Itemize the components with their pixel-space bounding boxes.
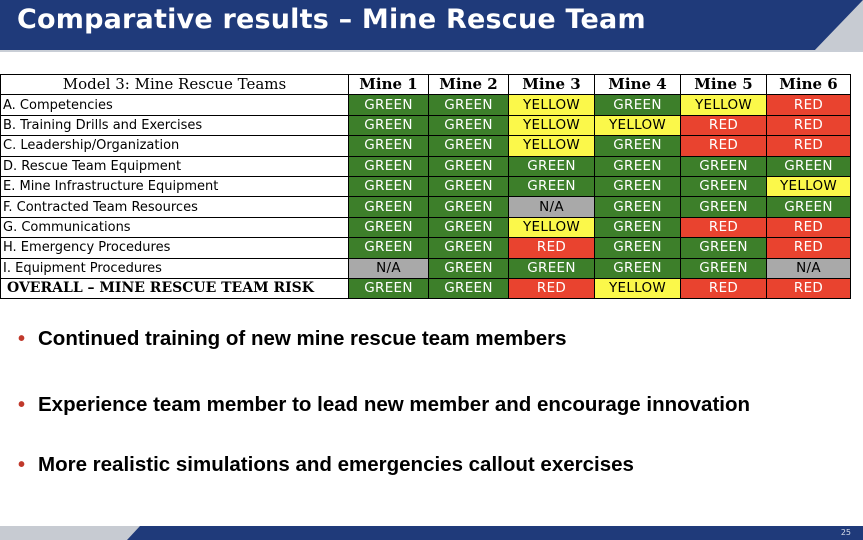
row-label: E. Mine Infrastructure Equipment [1,176,349,196]
status-cell: GREEN [681,197,767,217]
status-cell: GREEN [595,258,681,278]
status-cell: YELLOW [681,95,767,115]
table-row [1,136,851,156]
status-cell: GREEN [349,278,429,298]
table-header-row [1,75,851,95]
status-cell: RED [681,217,767,237]
slide-title: Comparative results – Mine Rescue Team [17,4,646,35]
status-cell: GREEN [349,115,429,135]
table-body [1,95,851,299]
column-header: Mine 5 [681,75,767,95]
bullet-dot-icon: • [18,454,26,476]
status-cell: RED [767,115,851,135]
status-cell: GREEN [429,95,509,115]
table-row [1,197,851,217]
row-label: F. Contracted Team Resources [1,197,349,217]
status-cell: GREEN [681,258,767,278]
table-row [1,156,851,176]
status-cell: YELLOW [767,176,851,196]
status-cell: N/A [349,258,429,278]
status-cell: GREEN [429,115,509,135]
status-cell: RED [681,278,767,298]
row-label: H. Emergency Procedures [1,238,349,258]
slide-header [0,0,863,50]
status-cell: GREEN [349,156,429,176]
status-cell: N/A [767,258,851,278]
status-cell: RED [767,136,851,156]
status-cell: RED [509,238,595,258]
status-cell: RED [767,95,851,115]
status-cell: GREEN [595,156,681,176]
bullet-text: Continued training of new mine rescue team members [38,327,567,350]
column-header: Mine 4 [595,75,681,95]
status-cell: GREEN [429,258,509,278]
status-cell: GREEN [595,197,681,217]
status-cell: GREEN [429,176,509,196]
status-cell: RED [509,278,595,298]
bullet-dot-icon: • [18,328,26,350]
bullet-list [18,326,750,518]
status-cell: GREEN [349,176,429,196]
status-cell: GREEN [509,156,595,176]
status-cell: RED [681,136,767,156]
overall-label: OVERALL – MINE RESCUE TEAM RISK [1,278,349,298]
status-cell: YELLOW [509,115,595,135]
status-cell: YELLOW [509,136,595,156]
row-label: B. Training Drills and Exercises [1,115,349,135]
risk-table [0,74,851,299]
table-row [1,176,851,196]
bullet-item [18,392,750,425]
status-cell: GREEN [595,176,681,196]
status-cell: GREEN [349,136,429,156]
table-header-model: Model 3: Mine Rescue Teams [1,75,349,95]
status-cell: N/A [509,197,595,217]
column-header: Mine 1 [349,75,429,95]
bullet-item [18,326,750,359]
status-cell: GREEN [681,238,767,258]
bullet-text: More realistic simulations and emergencies callout exercises [38,453,634,476]
column-header: Mine 6 [767,75,851,95]
row-label: C. Leadership/Organization [1,136,349,156]
status-cell: GREEN [509,258,595,278]
status-cell: GREEN [681,176,767,196]
status-cell: GREEN [767,197,851,217]
row-label: D. Rescue Team Equipment [1,156,349,176]
header-divider [0,50,863,52]
status-cell: RED [767,238,851,258]
column-header: Mine 3 [509,75,595,95]
bullet-item [18,452,750,485]
status-cell: RED [681,115,767,135]
status-cell: GREEN [595,136,681,156]
status-cell: GREEN [349,217,429,237]
bullet-dot-icon: • [18,394,26,416]
status-cell: GREEN [767,156,851,176]
status-cell: GREEN [509,176,595,196]
header-corner-decoration [773,0,863,52]
status-cell: GREEN [429,238,509,258]
status-cell: YELLOW [509,217,595,237]
slide-footer [0,526,863,540]
status-cell: YELLOW [595,115,681,135]
table-row [1,258,851,278]
status-cell: GREEN [429,136,509,156]
status-cell: YELLOW [595,278,681,298]
status-cell: GREEN [681,156,767,176]
status-cell: GREEN [595,217,681,237]
row-label: I. Equipment Procedures [1,258,349,278]
table-row [1,115,851,135]
table-row [1,217,851,237]
status-cell: GREEN [349,238,429,258]
overall-row [1,278,851,298]
bullet-text: Experience team member to lead new member and encourage innovation [38,393,751,416]
status-cell: GREEN [349,95,429,115]
status-cell: GREEN [429,156,509,176]
status-cell: RED [767,278,851,298]
status-cell: GREEN [429,278,509,298]
status-cell: GREEN [429,197,509,217]
table-row [1,95,851,115]
status-cell: RED [767,217,851,237]
row-label: G. Communications [1,217,349,237]
page-number: 25 [840,528,851,537]
row-label: A. Competencies [1,95,349,115]
status-cell: GREEN [595,238,681,258]
column-header: Mine 2 [429,75,509,95]
status-cell: GREEN [595,95,681,115]
footer-corner-decoration [0,526,140,540]
status-cell: YELLOW [509,95,595,115]
table-row [1,238,851,258]
status-cell: GREEN [349,197,429,217]
status-cell: GREEN [429,217,509,237]
